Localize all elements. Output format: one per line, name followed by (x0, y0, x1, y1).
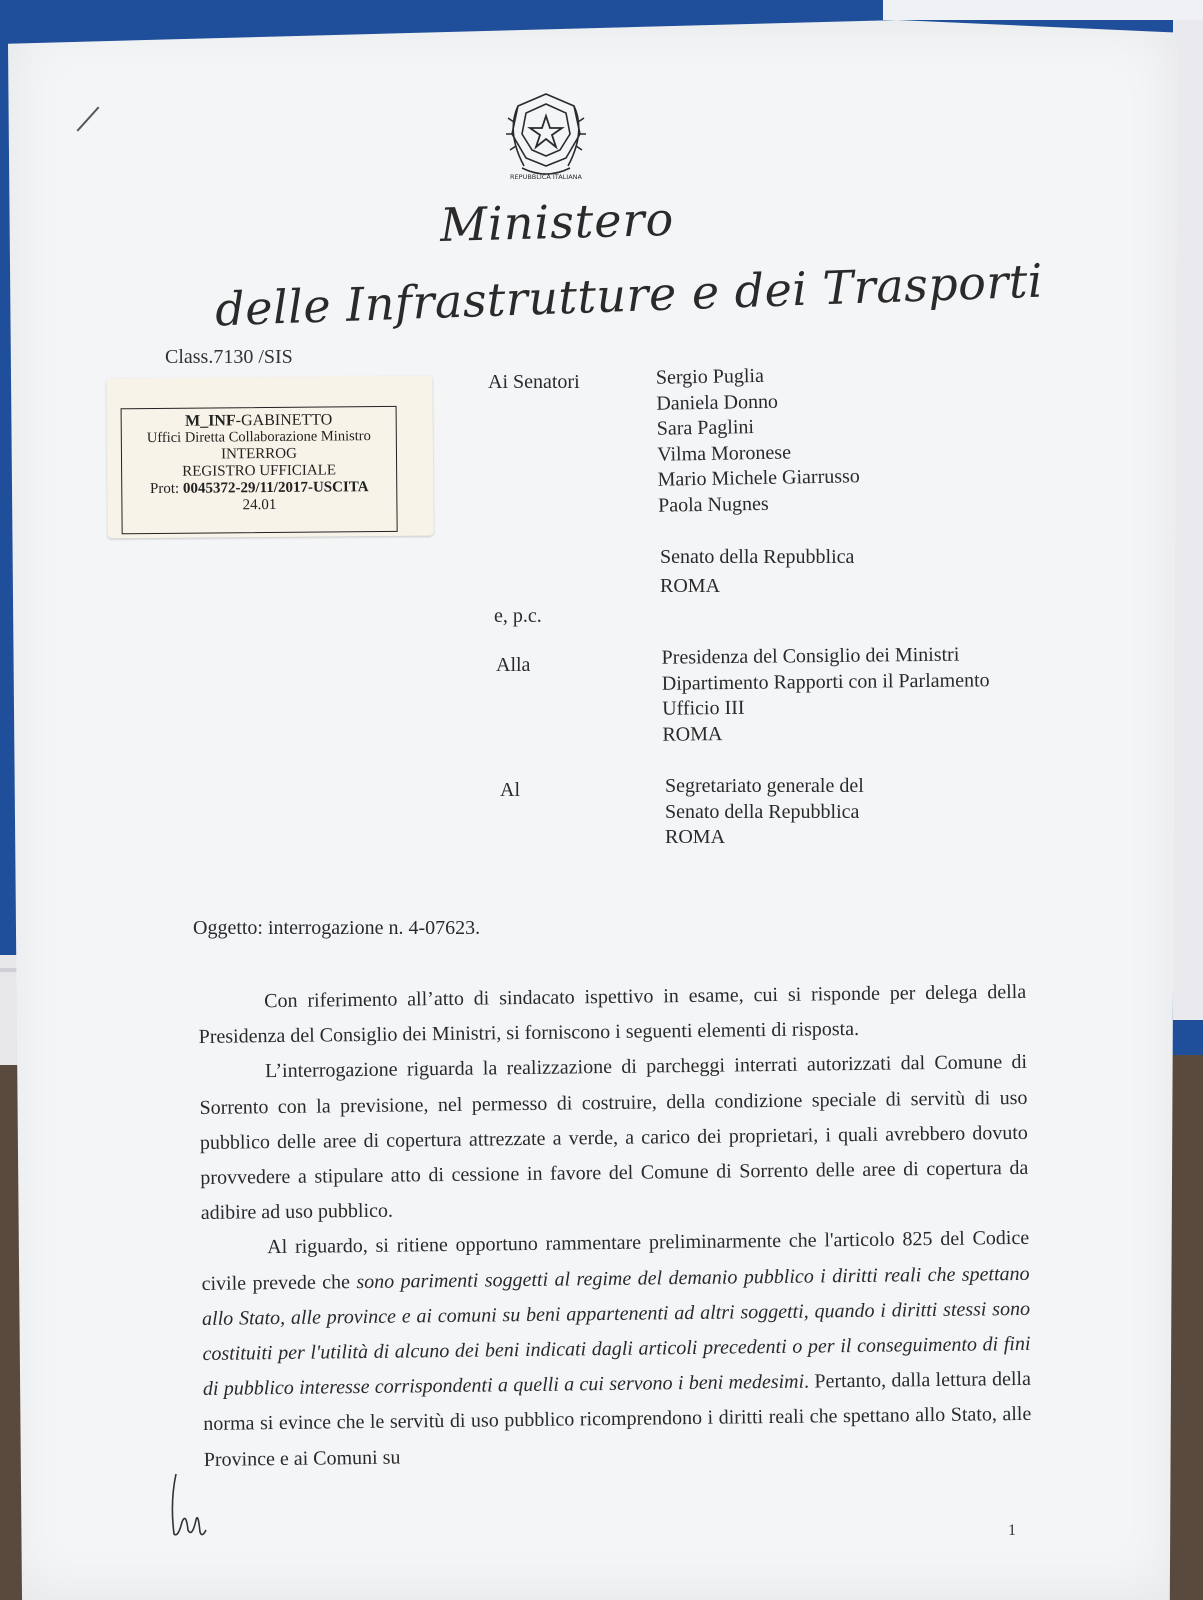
body-paragraph: L’interrogazione riguarda la realizzazione di parcheggi interrati autorizzati dal Comune di Sorrento con la previsione, nel permesso di costruire, della condizione speciale di servitù di uso pubblico delle aree di copertura attrezzate a verde, a carico dei proprietari, i quali avrebbero dovuto provvedere a stipulare atto di cessione in favore del Comune di Sorrento delle aree di copertura da adibire ad uso pubblico. (199, 1051, 1029, 1225)
cc-label: e, p.c. (494, 605, 542, 627)
stamp-line-department: Uffici Diretta Collaborazione Ministro (146, 428, 371, 447)
address-line: Segretariato generale del (665, 775, 864, 797)
body-paragraph (201, 1221, 1032, 1478)
body-text-segment: . Pertanto, dalla lettura della norma si evince che le servitù di uso pubblico ricomprendono i diritti reali che spettano allo Stato, alle Province e ai Comuni su (203, 1368, 1032, 1471)
stamp-prot-value: 0045372-29/11/2017-USCITA (182, 479, 369, 497)
stamp-line-time: 24.01 (242, 496, 277, 514)
address-line: Ufficio III (662, 696, 745, 720)
senators-list (656, 362, 861, 519)
emblem-text: REPUBBLICA ITALIANA (510, 173, 582, 181)
stamp-line-protocol (122, 479, 396, 498)
stamp-office-code: M_INF (184, 412, 236, 430)
background-paper-right (1173, 20, 1203, 1020)
page-number: 1 (1008, 1522, 1016, 1539)
body-paragraph: Con riferimento all’atto di sindacato ispettivo in esame, cui si risponde per delega della Presidenza del Consiglio dei Ministri, si forniscono i seguenti elementi di risposta. (198, 980, 1027, 1049)
address-line: ROMA (662, 722, 723, 746)
cc2-label: Al (500, 779, 520, 801)
senator-name: Sara Paglini (656, 416, 755, 440)
address-line: Senato della Repubblica (665, 800, 860, 823)
cc2-address (665, 774, 864, 851)
recipients-primary-label: Ai Senatori (488, 371, 580, 393)
body-text-segment: Al riguardo, si ritiene opportuno rammentare preliminarmente che l'articolo 825 del Codice civile prevede che (201, 1227, 1030, 1295)
address-line: Presidenza del Consiglio dei Ministri (661, 643, 960, 669)
address-line: ROMA (660, 575, 721, 597)
address-line: ROMA (665, 826, 726, 848)
classification-reference: Class.7130 /SIS (165, 346, 293, 368)
letterhead-subtitle: delle Infrastrutture e dei Trasporti (214, 253, 1044, 337)
stamp-line-type: INTERROG (220, 445, 297, 463)
senator-name: Paola Nugnes (657, 492, 769, 517)
background-paper-top (883, 0, 1203, 20)
senator-name: Vilma Moronese (657, 440, 792, 466)
address-line: Dipartimento Rapporti con il Parlamento (661, 668, 990, 695)
body-quote-civil-code: sono parimenti soggetti al regime del demanio pubblico i diritti reali che spettano allo Stato, alle province e ai comuni su beni appartenenti ad altri soggetti, quando i diritti stessi sono costituiti per l'utilità di alcuno dei beni indicati dagli articoli precedenti o per il conseguimento di fini di pubblico interesse corrispondenti a quelli a cui servono i beni medesimi (201, 1262, 1031, 1401)
letter-body (198, 975, 1032, 1478)
stamp-line-register: REGISTRO UFFICIALE (182, 462, 337, 480)
cc1-address (661, 642, 990, 747)
repubblica-italiana-emblem-icon (498, 82, 594, 182)
stamp-prot-label: Prot: (149, 480, 184, 498)
cc1-label: Alla (496, 654, 531, 676)
senator-name: Daniela Donno (656, 390, 779, 415)
senator-name: Mario Michele Giarrusso (657, 465, 861, 491)
senator-name: Sergio Puglia (655, 364, 765, 389)
stamp-office-rest: -GABINETTO (235, 411, 333, 430)
handwritten-initial-signature (168, 1472, 208, 1542)
letter-subject: Oggetto: interrogazione n. 4-07623. (193, 917, 481, 939)
protocol-stamp-box (121, 406, 398, 534)
letterhead-title: Ministero (439, 191, 675, 253)
address-line: Senato della Repubblica (660, 546, 855, 568)
protocol-stamp (106, 376, 433, 539)
primary-address (660, 543, 854, 601)
